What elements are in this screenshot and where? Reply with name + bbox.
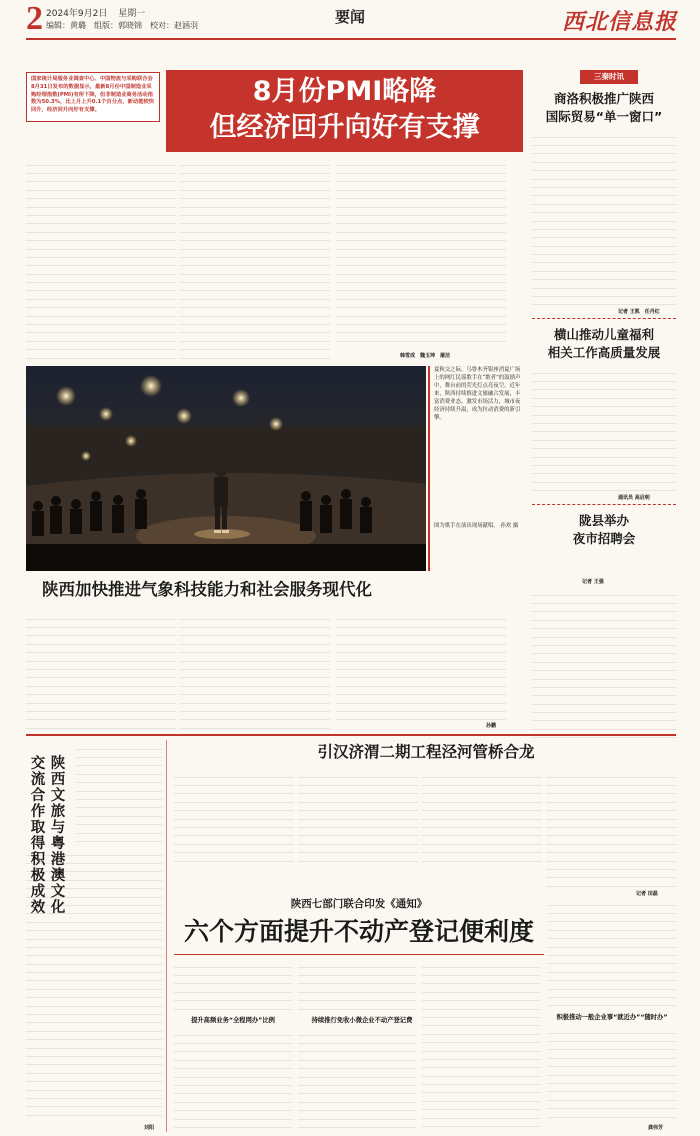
article2-title-2: 相关工作高质量发展 — [547, 345, 661, 360]
tourism-char: 文 — [50, 788, 66, 804]
right-divider-2 — [532, 504, 676, 505]
lead-headline-line-2: 但经济回升向好有支撑 — [209, 112, 480, 143]
page-number: 2 — [26, 0, 43, 37]
right-flag-label: 三秦时讯 — [594, 72, 624, 81]
property-body-col-2 — [298, 960, 416, 1012]
photo-caption: 夏秋交之际，乌鲁木齐银座消夏广场上的网红民谣歌手在“歌者”的鼓励声中，舞台前的荧光灯点亮夜空。近年来，陕西持续推进文旅融合发展，丰富消费业态，激发市场活力，城市夜经济持续升温，成为拉动消费的新引擎。 — [434, 367, 521, 421]
property-headline: 六个方面提升不动产登记便利度 — [183, 917, 534, 946]
hanjiang-headline: 引汉济渭二期工程泾河管桥合龙 — [317, 743, 535, 761]
tourism-char: 陕 — [50, 756, 66, 772]
weather-body-col-3 — [336, 612, 506, 722]
lead-body-col-2 — [180, 158, 330, 363]
tourism-char: 取 — [30, 820, 46, 836]
tourism-char: 极 — [30, 868, 46, 884]
section-rule — [26, 734, 676, 736]
tourism-char: 得 — [30, 836, 46, 852]
tourism-author: 刘阳 — [144, 1125, 155, 1131]
article1-title — [532, 90, 676, 126]
article3-body — [532, 588, 676, 742]
photo-caption-box — [428, 366, 524, 571]
hanjiang-body-col-1 — [174, 770, 294, 866]
concert-photo — [26, 366, 426, 571]
article1-author: 记者 王凯 任丹红 — [618, 309, 660, 315]
lead-intro-text: 国家统计局服务业调查中心、中国物流与采购联合会8月31日发布的数据显示，最新8月份中国制造业采购经理指数(PMI)有所下降，但非制造业商务活动指数为50.3%，比上月上升0.1个百分点，新动能较快回升，经济回升向好有支撑。 — [31, 76, 155, 114]
property-sub3: 积极推动一般企业事“就近办”“随时办” — [556, 1014, 668, 1021]
date-line — [46, 6, 145, 19]
tourism-char: 澳 — [50, 868, 66, 884]
photo-credit: 图为歌手在演出现场献唱。 孙欢 摄 — [434, 523, 519, 529]
property-body-col-4 — [548, 898, 676, 1008]
editors-line: 编辑：黄璐 组版：郭晓锦 校对：赵涵羽 — [46, 21, 198, 30]
masthead — [0, 0, 700, 46]
lead-intro-box — [26, 72, 160, 122]
article1-title-2: 国际贸易“单一窗口” — [545, 109, 663, 124]
right-column-flag — [580, 70, 638, 84]
tourism-char: 与 — [50, 820, 66, 836]
lead-author: 韩雪成 魏玉坤 屠洁 — [400, 353, 451, 359]
tourism-char: 文 — [50, 884, 66, 900]
tourism-char: 积 — [30, 852, 46, 868]
tourism-char: 化 — [50, 900, 66, 916]
right-column — [532, 56, 676, 576]
property-body-col-4b — [548, 1026, 676, 1122]
tourism-char: 交 — [30, 756, 46, 772]
tourism-divider — [166, 740, 167, 1132]
masthead-rule — [26, 38, 676, 40]
weather-body-col-2 — [180, 612, 330, 730]
lead-headline-banner — [166, 70, 523, 152]
article2-title — [532, 326, 676, 362]
weekday: 星期一 — [118, 9, 146, 19]
tourism-char: 流 — [30, 772, 46, 788]
tourism-char: 港 — [50, 852, 66, 868]
paper-name: 西北信息报 — [562, 9, 678, 35]
tourism-char: 旅 — [50, 804, 66, 820]
lead-body-col-3 — [336, 158, 506, 348]
property-sub1: 提升高频业务“全程网办”比例 — [191, 1017, 275, 1024]
tourism-char: 西 — [50, 772, 66, 788]
tourism-char: 作 — [30, 804, 46, 820]
article2-author: 通讯员 高启明 — [618, 495, 650, 501]
lead-headline-line-1: 8月份PMI略降 — [252, 76, 437, 107]
date: 2024年9月2日 — [46, 9, 108, 19]
tourism-body-col-2 — [26, 848, 162, 1118]
lead-body-col-1 — [26, 158, 176, 363]
property-sub2: 持续推行免收小微企业不动产登记费 — [311, 1017, 413, 1024]
tourism-char: 粤 — [50, 836, 66, 852]
hanjiang-body-col-4 — [546, 770, 676, 890]
article3-title-2: 夜市招聘会 — [572, 531, 636, 546]
article2-body — [532, 366, 676, 492]
weather-headline: 陕西加快推进气象科技能力和社会服务现代化 — [42, 580, 372, 599]
article1-body — [532, 130, 676, 308]
property-author: 龚伟芳 — [648, 1125, 664, 1131]
property-body-col-2b — [298, 1028, 416, 1128]
hanjiang-author: 记者 田磊 — [636, 891, 658, 897]
tourism-char: 合 — [30, 788, 46, 804]
property-body-col-1 — [174, 960, 292, 1012]
property-rule — [174, 954, 544, 955]
hanjiang-body-col-3 — [422, 770, 542, 866]
property-kicker: 陕西七部门联合印发《通知》 — [290, 898, 428, 910]
article3-author: 记者 王强 — [582, 579, 604, 585]
weather-body-col-1 — [26, 612, 176, 730]
hanjiang-body-col-2 — [298, 770, 418, 866]
article2-title-1: 横山推动儿童福利 — [553, 327, 654, 342]
tourism-char: 效 — [30, 900, 46, 916]
tourism-char: 成 — [30, 884, 46, 900]
weather-author: 孙鹏 — [486, 723, 497, 729]
tourism-body-col-1 — [76, 742, 162, 844]
section-title: 要闻 — [335, 8, 366, 26]
property-body-col-3 — [422, 960, 540, 1128]
article3-title — [532, 512, 676, 548]
article3-title-1: 陇县举办 — [578, 513, 629, 528]
right-divider-1 — [532, 318, 676, 319]
article1-title-1: 商洛积极推广陕西 — [553, 91, 654, 106]
concert-photo-image — [26, 366, 426, 571]
property-body-col-1b — [174, 1028, 292, 1128]
